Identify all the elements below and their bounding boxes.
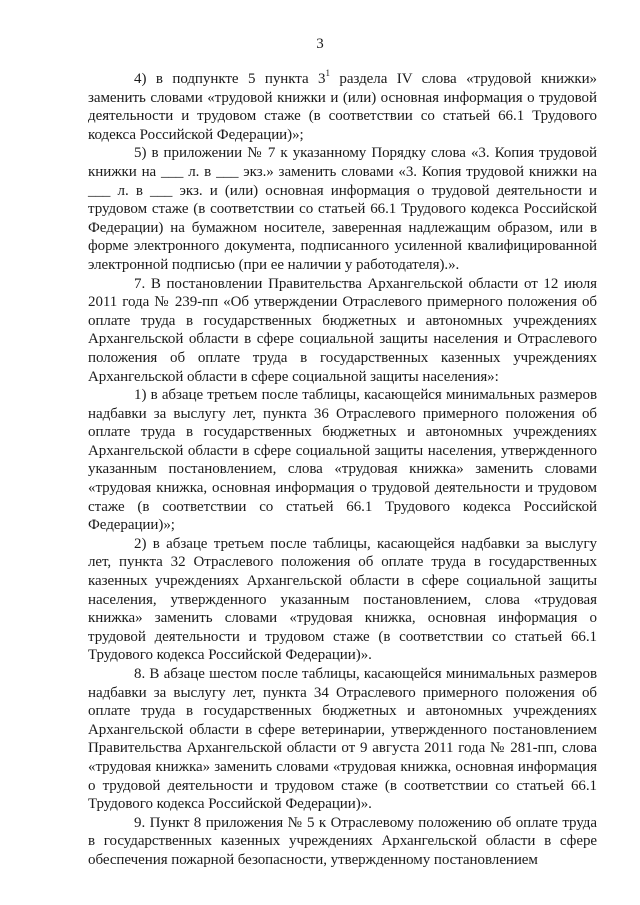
paragraph-item-9: 9. Пункт 8 приложения № 5 к Отраслевому положению об оплате труда в государственных казенных учреждениях Архангельской области в сфере обеспечения пожарной безопасности, утвержденному постановлением [88, 814, 597, 868]
superscript: 1 [325, 68, 330, 78]
document-body [88, 70, 597, 870]
paragraph-item-7-subitem-1: 1) в абзаце третьем после таблицы, касающейся минимальных размеров надбавки за выслугу лет, пункта 36 Отраслевого примерного положения об оплате труда в государственных бюджетных и автономных учреждениях Архангельской области в сфере социальной защиты населения, утвержденного указанным постановлением, слова «трудовая книжка» заменить словами «трудовая книжка, основная информация о трудовой деятельности и трудовом стаже (в соответствии со статьей 66.1 Трудового кодекса Российской Федерации)»; [88, 387, 597, 534]
page-number: 3 [316, 36, 324, 52]
paragraph-item-7-subitem-2: 2) в абзаце третьем после таблицы, касающейся надбавки за выслугу лет, пункта 32 Отраслевого положения об оплате труда в государственных казенных учреждениях Архангельской области в сфере социальной защиты населения, утвержденного указанным постановлением, слова «трудовая книжка» заменить словами «трудовая книжка, основная информация о трудовой деятельности и трудовом стаже (в соответствии со статьей 66.1 Трудового кодекса Российской Федерации)». [88, 535, 597, 664]
paragraph-item-8: 8. В абзаце шестом после таблицы, касающейся минимальных размеров надбавки за выслугу лет, пункта 34 Отраслевого примерного положения об оплате труда в государственных бюджетных и автономных учреждениях Архангельской области в сфере ветеринарии, утвержденного постановлением Правительства Архангельской области от 9 августа 2011 года № 281-пп, слова «трудовая книжка» заменить словами «трудовая книжка, основная информация о трудовой деятельности и трудовом стаже (в соответствии со статьей 66.1 Трудового кодекса Российской Федерации)». [88, 666, 597, 813]
paragraph-subitem-5: 5) в приложении № 7 к указанному Порядку слова «3. Копия трудовой книжки на ___ л. в ___ экз.» заменить словами «3. Копия трудовой книжки на ___ л. в ___ экз. и (или) основная информация о трудовой деятельности и трудовом стаже (в соответствии со статьей 66.1 Трудового кодекса Российской Федерации) на бумажном носителе, заверенная надлежащим образом, или в форме электронного документа, подписанного усиленной квалифицированной электронной подписью (при ее наличии у работодателя).». [88, 145, 597, 273]
paragraph-subitem-4: 4) в подпункте 5 пункта $3^1$ раздела IV слова «трудовой книжки» заменить словами «трудовой книжки и (или) основная информация о трудовой деятельности и трудовом стаже (в соответствии со статьей 66.1 Трудового кодекса Российской Федерации)»; [88, 68, 597, 143]
paragraph-item-7: 7. В постановлении Правительства Архангельской области от 12 июля 2011 года № 239-пп «Об утверждении Отраслевого примерного положения об оплате труда в государственных бюджетных и автономных учреждениях Архангельской области в сфере социальной защиты населения и Отраслевого положения об оплате труда в государственных казенных учреждениях Архангельской области в сфере социальной защиты населения»: [88, 275, 597, 385]
